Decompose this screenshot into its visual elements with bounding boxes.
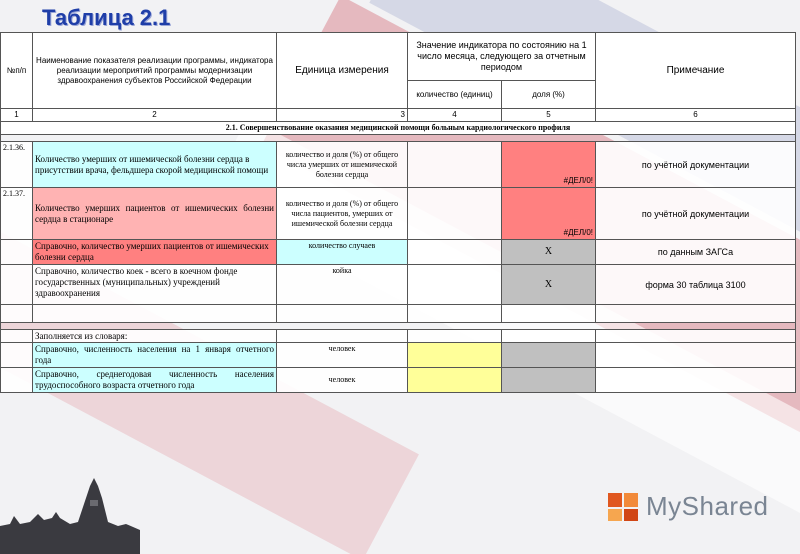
- indicator-table: [0, 32, 796, 393]
- row-share-value: Х: [502, 240, 596, 265]
- dictionary-row-value[interactable]: [408, 368, 502, 393]
- table-row: [1, 265, 796, 305]
- row-count-input[interactable]: [408, 142, 502, 188]
- row-id: 2.1.37.: [1, 188, 33, 240]
- dictionary-row-name: Справочно, численность населения на 1 января отчетного года: [33, 343, 277, 368]
- row-unit: количество случаев: [277, 240, 408, 265]
- empty-row: [1, 305, 796, 323]
- row-share-value: Х: [502, 265, 596, 305]
- dictionary-row-value[interactable]: [408, 343, 502, 368]
- row-name: Справочно, количество умерших пациентов от ишемических болезни сердца: [33, 240, 277, 265]
- row-unit: количество и доля (%) от общего числа умерших от ишемической болезни сердца: [277, 142, 408, 188]
- col-number-6: 6: [596, 109, 796, 122]
- col-number-3: 3: [277, 109, 408, 122]
- row-name: Справочно, количество коек - всего в коечном фонде государственных (муниципальных) учреждений здравоохранения: [33, 265, 277, 305]
- dictionary-row: [1, 368, 796, 393]
- row-share-value: #ДЕЛ/0!: [502, 188, 596, 240]
- row-name: Количество умерших пациентов от ишемических болезни сердца в стационаре: [33, 188, 277, 240]
- row-count-input[interactable]: [408, 240, 502, 265]
- header-count: количество (единиц): [408, 81, 502, 109]
- city-silhouette-icon: [0, 464, 140, 554]
- logo-text: MyShared: [646, 490, 769, 521]
- column-number-row: [1, 109, 796, 122]
- header-share: доля (%): [502, 81, 596, 109]
- slide-title: Таблица 2.1: [42, 5, 171, 30]
- row-count-input[interactable]: [408, 188, 502, 240]
- table-row: [1, 240, 796, 265]
- dictionary-label: Заполняется из словаря:: [33, 330, 277, 343]
- section-title: 2.1. Совершенствование оказания медицинской помощи больным кардиологического профиля: [1, 122, 796, 135]
- col-number-2: 2: [33, 109, 277, 122]
- dictionary-row-name: Справочно, среднегодовая численность населения трудоспособного возраста отчетного года: [33, 368, 277, 393]
- row-unit: количество и доля (%) от общего числа пациентов, умерших от ишемической болезни сердца: [277, 188, 408, 240]
- row-id: 2.1.36.: [1, 142, 33, 188]
- row-note: по данным ЗАГСа: [596, 240, 796, 265]
- header-value: Значение индикатора по состоянию на 1 число месяца, следующего за отчетным периодом: [408, 33, 596, 81]
- section-row: [1, 122, 796, 135]
- myshared-logo: [606, 489, 769, 523]
- dictionary-row-unit: человек: [277, 368, 408, 393]
- header-note: Примечание: [596, 33, 796, 109]
- dictionary-row-unit: человек: [277, 343, 408, 368]
- dictionary-row: [1, 343, 796, 368]
- row-note: по учётной документации: [596, 142, 796, 188]
- col-number-4: 4: [408, 109, 502, 122]
- dictionary-row-share: [502, 343, 596, 368]
- row-share-value: #ДЕЛ/0!: [502, 142, 596, 188]
- row-id: [1, 240, 33, 265]
- col-number-5: 5: [502, 109, 596, 122]
- table-row: [1, 142, 796, 188]
- row-note: по учётной документации: [596, 188, 796, 240]
- row-note: форма 30 таблица 3100: [596, 265, 796, 305]
- col-number-1: 1: [1, 109, 33, 122]
- row-name: Количество умерших от ишемической болезни сердца в присутствии врача, фельдшера скорой медицинской помощи: [33, 142, 277, 188]
- header-unit: Единица измерения: [277, 33, 408, 109]
- header-row: [1, 33, 796, 81]
- row-unit: койка: [277, 265, 408, 305]
- row-count-input[interactable]: [408, 265, 502, 305]
- logo-mark-icon: [606, 489, 640, 523]
- dictionary-row-share: [502, 368, 596, 393]
- dictionary-label-row: [1, 330, 796, 343]
- header-name: Наименование показателя реализации программы, индикатора реализации мероприятий программы модернизации здравоохранения субъектов Российской Федерации: [33, 33, 277, 109]
- header-num: №п/п: [1, 33, 33, 109]
- row-id: [1, 265, 33, 305]
- table-row: [1, 188, 796, 240]
